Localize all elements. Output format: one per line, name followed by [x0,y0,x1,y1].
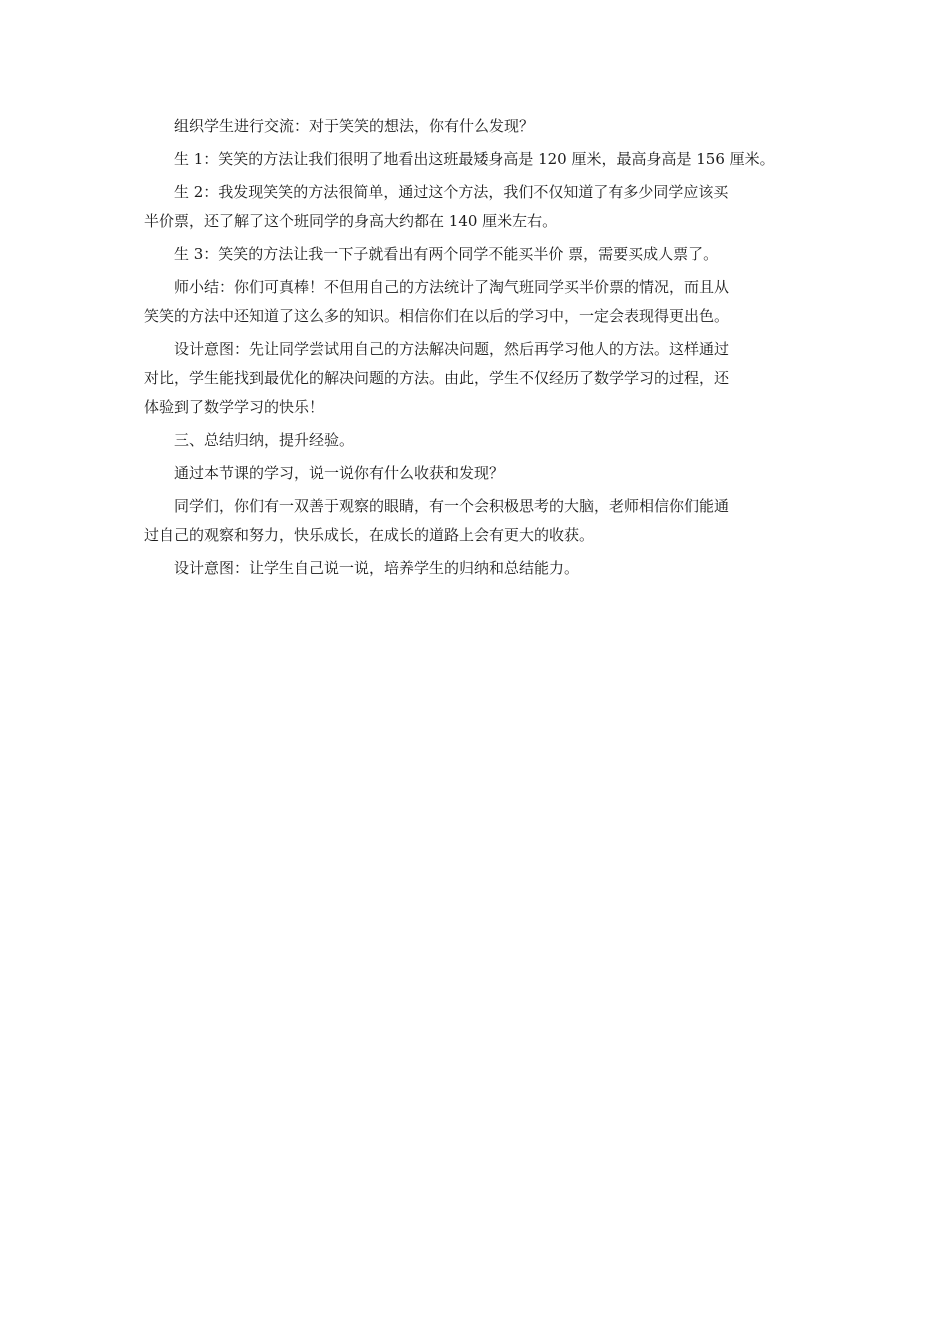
paragraph-closing-remarks [144,492,824,550]
text-line: 生 1：笑笑的方法让我们很明了地看出这班最矮身高是 120 厘米，最高身高是 156 厘米。 [174,150,775,168]
paragraph-teacher-summary [144,273,824,331]
text-line: 同学们，你们有一双善于观察的眼睛，有一个会积极思考的大脑，老师相信你们能通 [174,497,730,515]
paragraph-student-3 [144,240,824,269]
text-line: 半价票，还了解了这个班同学的身高大约都在 140 厘米左右。 [144,212,558,230]
text-line: 对比，学生能找到最优化的解决问题的方法。由此，学生不仅经历了数学学习的过程，还 [144,369,730,387]
document-body [144,112,824,587]
paragraph-design-intent-2 [144,554,824,583]
text-line: 设计意图：让学生自己说一说，培养学生的归纳和总结能力。 [174,559,580,577]
paragraph-student-2 [144,178,824,236]
paragraph-design-intent-1 [144,335,824,422]
section-heading-summary [144,426,824,455]
text-line: 笑笑的方法中还知道了这么多的知识。相信你们在以后的学习中，一定会表现得更出色。 [144,307,730,325]
text-line: 设计意图：先让同学尝试用自己的方法解决问题，然后再学习他人的方法。这样通过 [174,340,730,358]
text-line: 生 3：笑笑的方法让我一下子就看出有两个同学不能买半价 票，需要买成人票了。 [174,245,719,263]
paragraph-reflection-question [144,459,824,488]
text-line: 过自己的观察和努力，快乐成长，在成长的道路上会有更大的收获。 [144,526,595,544]
text-line: 生 2：我发现笑笑的方法很简单，通过这个方法，我们不仅知道了有多少同学应该买 [174,183,729,201]
paragraph-student-1 [144,145,824,174]
text-line: 三、总结归纳，提升经验。 [174,431,355,449]
text-line: 组织学生进行交流：对于笑笑的想法，你有什么发现？ [174,117,535,135]
text-line: 通过本节课的学习，说一说你有什么收获和发现？ [174,464,505,482]
paragraph-exchange-prompt [144,112,824,141]
text-line: 体验到了数学学习的快乐！ [144,398,325,416]
text-line: 师小结：你们可真棒！不但用自己的方法统计了淘气班同学买半价票的情况，而且从 [174,278,730,296]
